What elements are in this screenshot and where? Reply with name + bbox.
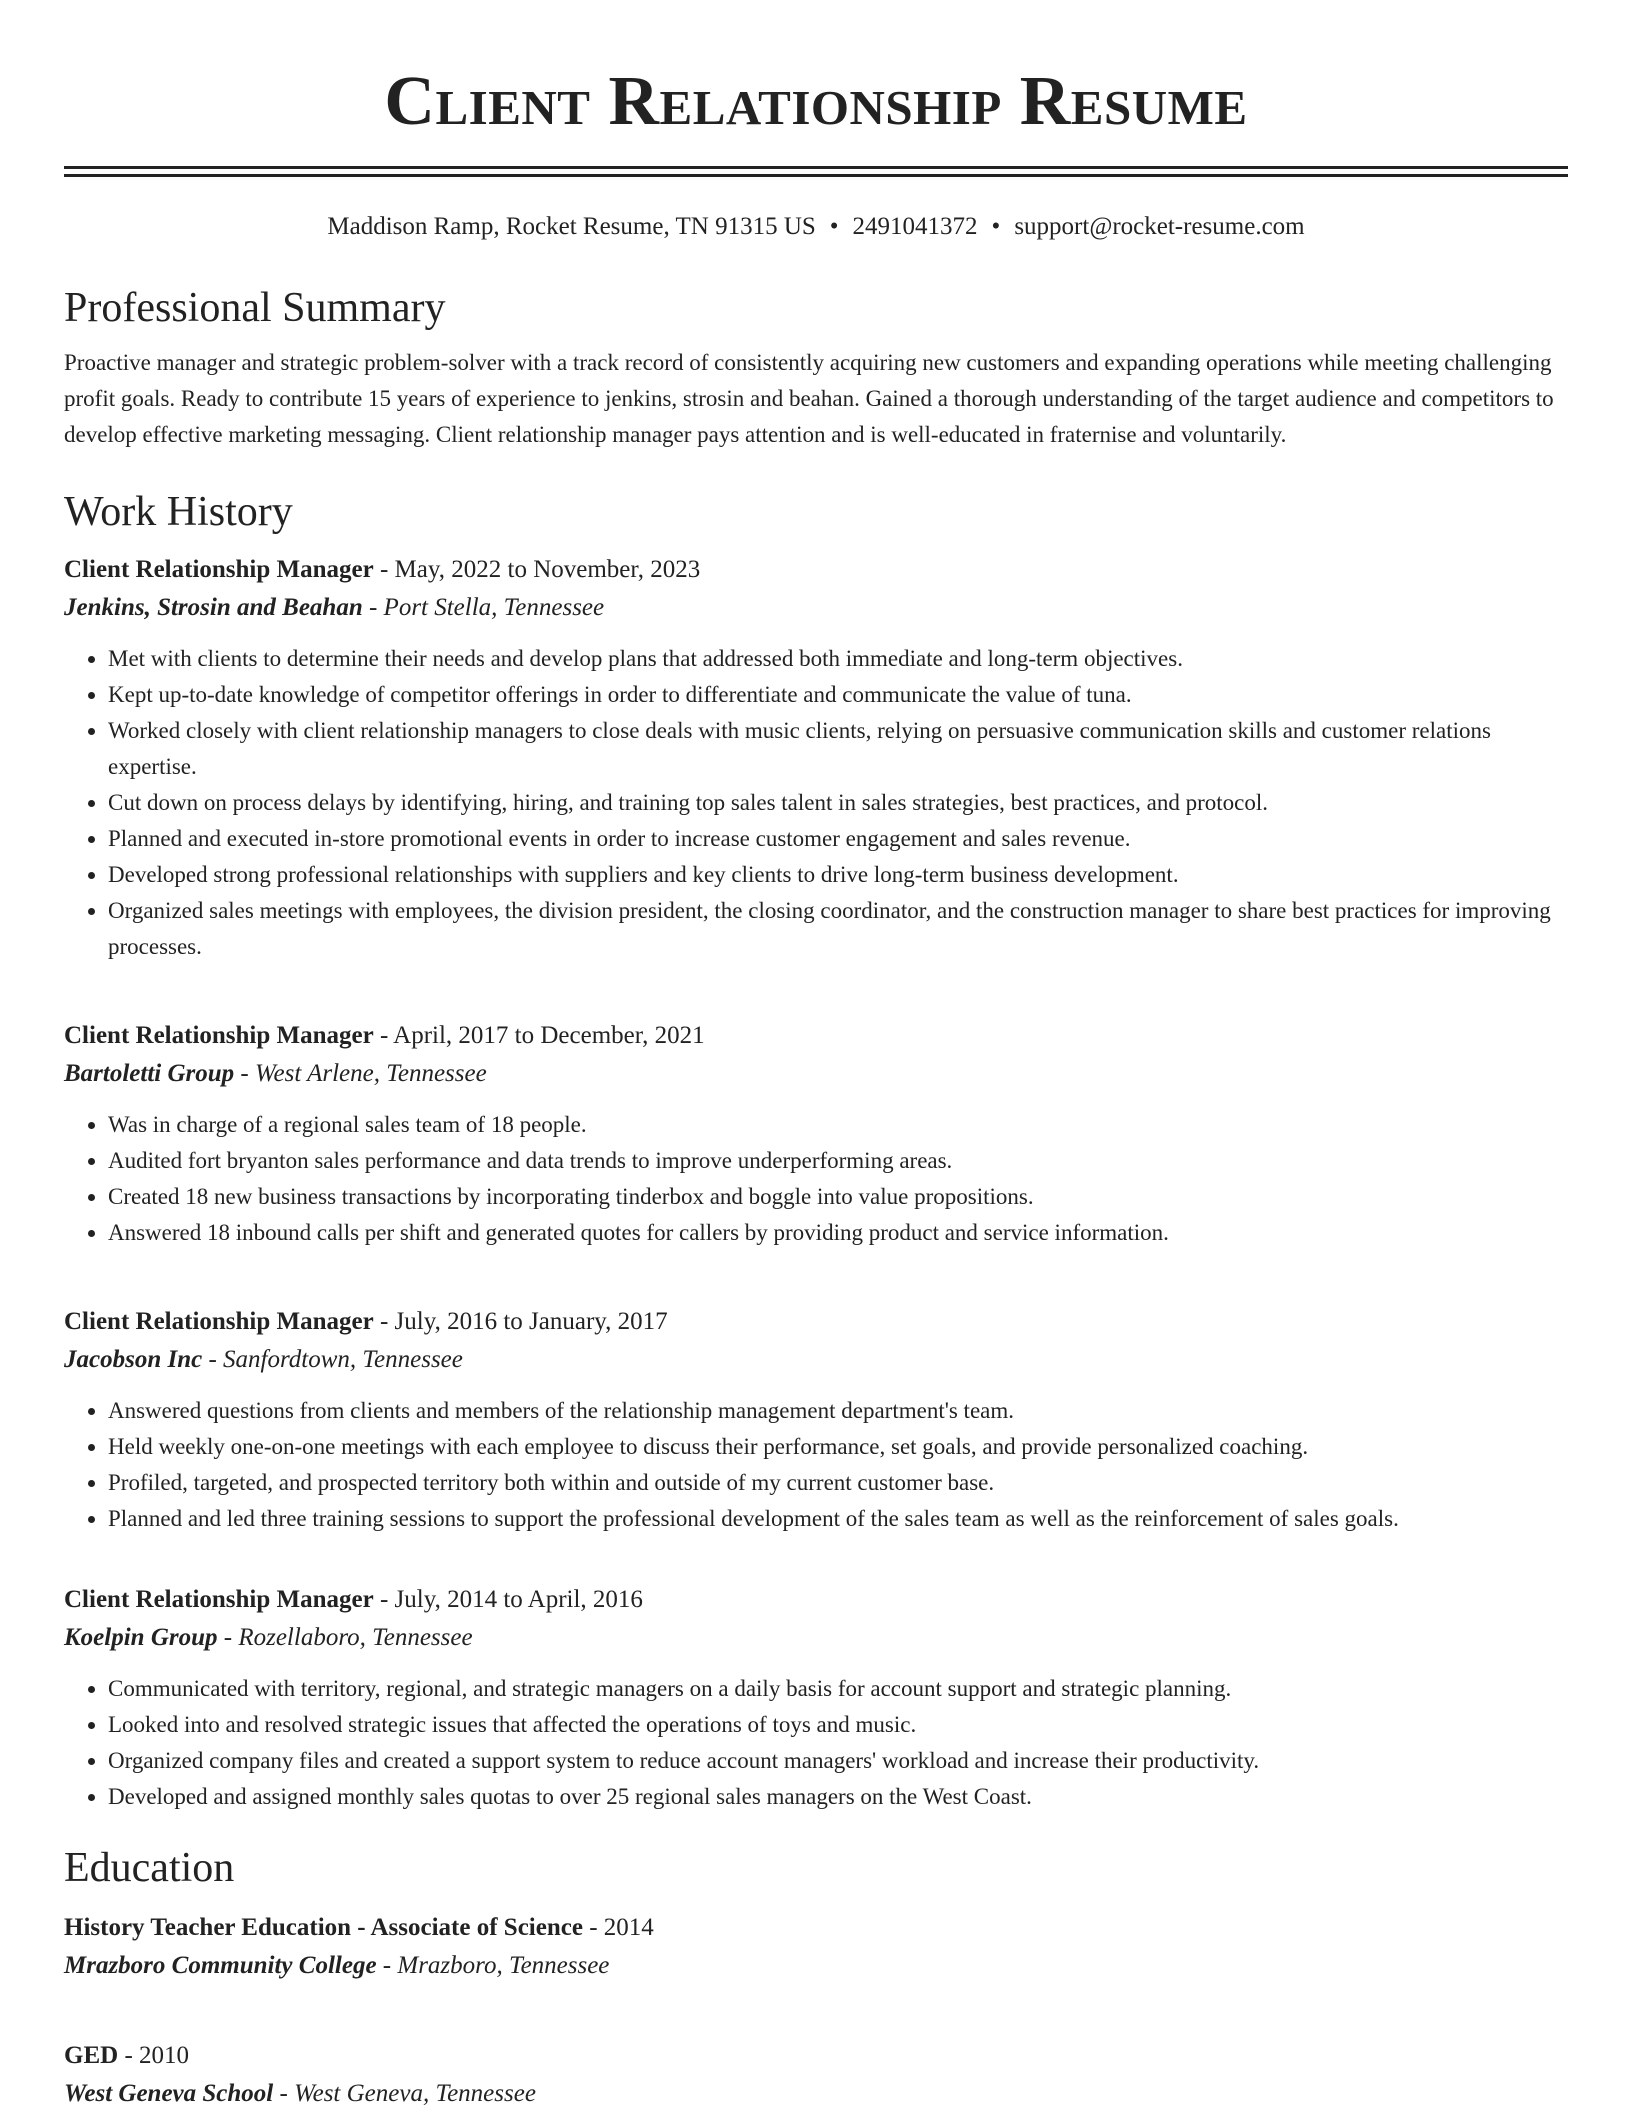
- job-bullet: • Answered 18 inbound calls per shift and generated quotes for callers by providing product and service information.: [108, 1215, 1568, 1251]
- job-title: Client Relationship Manager: [64, 1586, 374, 1613]
- contact-email: support@rocket-resume.com: [1014, 213, 1305, 240]
- education-school-line: [64, 1947, 1568, 1985]
- job-bullet: • Created 18 new business transactions by incorporating tinderbox and boggle into value propositions.: [108, 1179, 1568, 1215]
- summary-heading: Professional Summary: [64, 285, 446, 331]
- job-bullet: • Met with clients to determine their needs and develop plans that addressed both immediate and long-term objectives.: [108, 641, 1568, 677]
- job-entry: [64, 1017, 1568, 1251]
- job-title: Client Relationship Manager: [64, 1022, 374, 1049]
- job-bullet: • Developed strong professional relationships with suppliers and key clients to drive long-term business development.: [108, 857, 1568, 893]
- job-company: Jenkins, Strosin and Beahan: [64, 594, 363, 621]
- title-double-rule: [64, 166, 1568, 177]
- job-bullet: • Worked closely with client relationship managers to close deals with music clients, relying on persuasive communication skills and customer relations expertise.: [108, 713, 1568, 785]
- job-bullet: • Organized sales meetings with employees, the division president, the closing coordinator, and the construction manager to share best practices for improving processes.: [108, 893, 1568, 965]
- job-company: Koelpin Group: [64, 1624, 218, 1651]
- education-degree: History Teacher Education - Associate of Science: [64, 1914, 583, 1941]
- education-year: - 2010: [118, 2042, 190, 2069]
- job-bullets: [64, 1393, 1568, 1537]
- job-location: - Port Stella, Tennessee: [362, 594, 605, 621]
- job-title-line: [64, 1303, 1568, 1341]
- job-company-line: [64, 1619, 1568, 1657]
- job-bullet: • Planned and led three training sessions to support the professional development of the sales team as well as the reinforcement of sales goals.: [108, 1501, 1568, 1537]
- summary-text: Proactive manager and strategic problem-solver with a track record of consistently acquiring new customers and expanding operations while meeting challenging profit goals. Ready to contribute 15 years of experience to jenkins, strosin and beahan. Gained a thorough understanding of the target audience and competitors to develop effective marketing messaging. Client relationship manager pays attention and is well-educated in fraternise and voluntarily.: [64, 350, 1554, 447]
- job-dates: - April, 2017 to December, 2021: [373, 1022, 705, 1049]
- education-entry: [64, 2037, 1568, 2113]
- education-entry: [64, 1909, 1568, 1985]
- job-entry: [64, 1303, 1568, 1537]
- job-bullets: [64, 1107, 1568, 1251]
- job-bullet: • Planned and executed in-store promotional events in order to increase customer engagement and sales revenue.: [108, 821, 1568, 857]
- job-company: Jacobson Inc: [64, 1346, 203, 1373]
- job-title: Client Relationship Manager: [64, 556, 374, 583]
- job-bullets: [64, 1671, 1568, 1815]
- job-bullet: • Answered questions from clients and members of the relationship management department's team.: [108, 1393, 1568, 1429]
- job-title-line: [64, 551, 1568, 589]
- education-degree: GED: [64, 2042, 119, 2069]
- job-dates: - July, 2014 to April, 2016: [373, 1586, 643, 1613]
- job-title-line: [64, 1017, 1568, 1055]
- education-heading: Education: [64, 1845, 235, 1891]
- contact-separator: •: [829, 213, 839, 240]
- job-company-line: [64, 1055, 1568, 1093]
- resume-page: [64, 0, 1568, 2113]
- contact-phone: 2491041372: [852, 213, 978, 240]
- job-bullet: • Looked into and resolved strategic issues that affected the operations of toys and music.: [108, 1707, 1568, 1743]
- education-school: West Geneva School: [64, 2080, 274, 2107]
- job-location: - West Arlene, Tennessee: [234, 1060, 487, 1087]
- job-bullet: • Was in charge of a regional sales team of 18 people.: [108, 1107, 1568, 1143]
- job-title-line: [64, 1581, 1568, 1619]
- job-bullet: • Organized company files and created a support system to reduce account managers' workload and increase their productivity.: [108, 1743, 1568, 1779]
- job-bullet: • Kept up-to-date knowledge of competitor offerings in order to differentiate and communicate the value of tuna.: [108, 677, 1568, 713]
- job-bullet: • Profiled, targeted, and prospected territory both within and outside of my current customer base.: [108, 1465, 1568, 1501]
- job-bullet: • Cut down on process delays by identifying, hiring, and training top sales talent in sales strategies, best practices, and protocol.: [108, 785, 1568, 821]
- work-history-heading: Work History: [64, 489, 293, 535]
- job-dates: - May, 2022 to November, 2023: [373, 556, 701, 583]
- job-company-line: [64, 589, 1568, 627]
- education-location: - West Geneva, Tennessee: [273, 2080, 536, 2107]
- job-dates: - July, 2016 to January, 2017: [373, 1308, 668, 1335]
- contact-line: [64, 211, 1568, 243]
- job-company: Bartoletti Group: [64, 1060, 235, 1087]
- job-bullet: • Audited fort bryanton sales performance and data trends to improve underperforming areas.: [108, 1143, 1568, 1179]
- contact-address: Maddison Ramp, Rocket Resume, TN 91315 US: [327, 213, 816, 240]
- contact-separator: •: [991, 213, 1001, 240]
- job-location: - Rozellaboro, Tennessee: [217, 1624, 473, 1651]
- education-year: - 2014: [582, 1914, 654, 1941]
- education-school-line: [64, 2075, 1568, 2113]
- education-degree-line: [64, 2037, 1568, 2075]
- job-title: Client Relationship Manager: [64, 1308, 374, 1335]
- job-location: - Sanfordtown, Tennessee: [202, 1346, 463, 1373]
- job-bullet: • Developed and assigned monthly sales quotas to over 25 regional sales managers on the West Coast.: [108, 1779, 1568, 1815]
- education-degree-line: [64, 1909, 1568, 1947]
- education-location: - Mrazboro, Tennessee: [376, 1952, 610, 1979]
- job-company-line: [64, 1341, 1568, 1379]
- job-bullet: • Communicated with territory, regional, and strategic managers on a daily basis for account support and strategic planning.: [108, 1671, 1568, 1707]
- job-bullets: [64, 641, 1568, 965]
- job-entry: [64, 551, 1568, 965]
- education-school: Mrazboro Community College: [64, 1952, 377, 1979]
- job-bullet: • Held weekly one-on-one meetings with each employee to discuss their performance, set goals, and provide personalized coaching.: [108, 1429, 1568, 1465]
- job-entry: [64, 1581, 1568, 1815]
- resume-title: Client Relationship Resume: [384, 63, 1248, 140]
